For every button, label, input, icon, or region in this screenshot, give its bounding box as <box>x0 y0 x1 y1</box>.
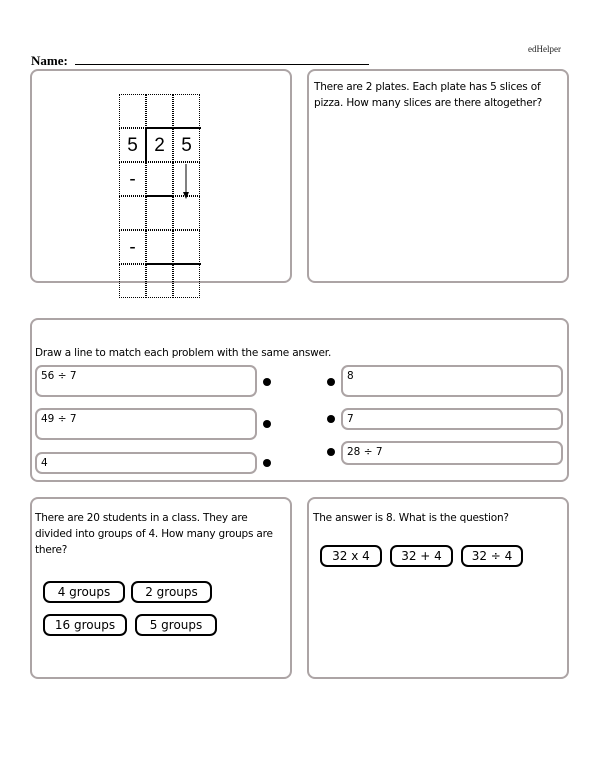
match-dot-left[interactable] <box>263 420 271 428</box>
grid-cell[interactable] <box>146 162 173 196</box>
grid-cell[interactable] <box>146 196 173 230</box>
divisor-cell: 5 <box>119 128 146 162</box>
answer-choice-16-groups[interactable]: 16 groups <box>43 614 127 636</box>
match-dot-left[interactable] <box>263 459 271 467</box>
match-dot-right[interactable] <box>327 378 335 386</box>
grid-cell[interactable] <box>173 230 200 264</box>
grid-cell[interactable] <box>119 196 146 230</box>
grid-cell[interactable] <box>119 94 146 128</box>
dividend-digit: 5 <box>173 128 200 162</box>
division-bracket <box>145 127 147 163</box>
answer-choice-5-groups[interactable]: 5 groups <box>135 614 217 636</box>
subtraction-line <box>146 195 174 197</box>
grid-cell[interactable] <box>173 196 200 230</box>
answer-choice-32x4[interactable]: 32 x 4 <box>320 545 382 567</box>
grid-cell[interactable] <box>173 264 200 298</box>
bring-down-arrow-icon <box>182 164 190 200</box>
match-right-item: 7 <box>341 408 563 430</box>
match-left-item: 49 ÷ 7 <box>35 408 257 440</box>
groups-problem-text: There are 20 students in a class. They are divided into groups of 4. How many groups are there? <box>35 512 273 556</box>
name-label: Name: <box>31 53 68 68</box>
pizza-problem-text: There are 2 plates. Each plate has 5 slices of pizza. How many slices are there altogether? <box>314 81 542 109</box>
division-bar <box>146 127 201 129</box>
brand-label: edHelper <box>528 44 561 54</box>
match-left-item: 4 <box>35 452 257 474</box>
dividend-digit: 2 <box>146 128 173 162</box>
match-dot-left[interactable] <box>263 378 271 386</box>
match-left-item: 56 ÷ 7 <box>35 365 257 397</box>
matching-instructions: Draw a line to match each problem with the same answer. <box>35 347 332 359</box>
answer-choice-32div4[interactable]: 32 ÷ 4 <box>461 545 523 567</box>
minus-sign: - <box>119 162 146 196</box>
grid-cell[interactable] <box>119 264 146 298</box>
answer-choice-32plus4[interactable]: 32 + 4 <box>390 545 453 567</box>
match-right-item: 8 <box>341 365 563 397</box>
name-line[interactable] <box>75 64 369 65</box>
minus-sign: - <box>119 230 146 264</box>
answer-choice-4-groups[interactable]: 4 groups <box>43 581 125 603</box>
answer-problem-text: The answer is 8. What is the question? <box>313 512 509 524</box>
grid-cell[interactable] <box>146 94 173 128</box>
grid-cell[interactable] <box>173 94 200 128</box>
answer-choice-2-groups[interactable]: 2 groups <box>131 581 212 603</box>
match-dot-right[interactable] <box>327 415 335 423</box>
grid-cell[interactable] <box>146 230 173 264</box>
match-right-item: 28 ÷ 7 <box>341 441 563 465</box>
subtraction-line <box>146 263 201 265</box>
match-dot-right[interactable] <box>327 448 335 456</box>
grid-cell[interactable] <box>146 264 173 298</box>
